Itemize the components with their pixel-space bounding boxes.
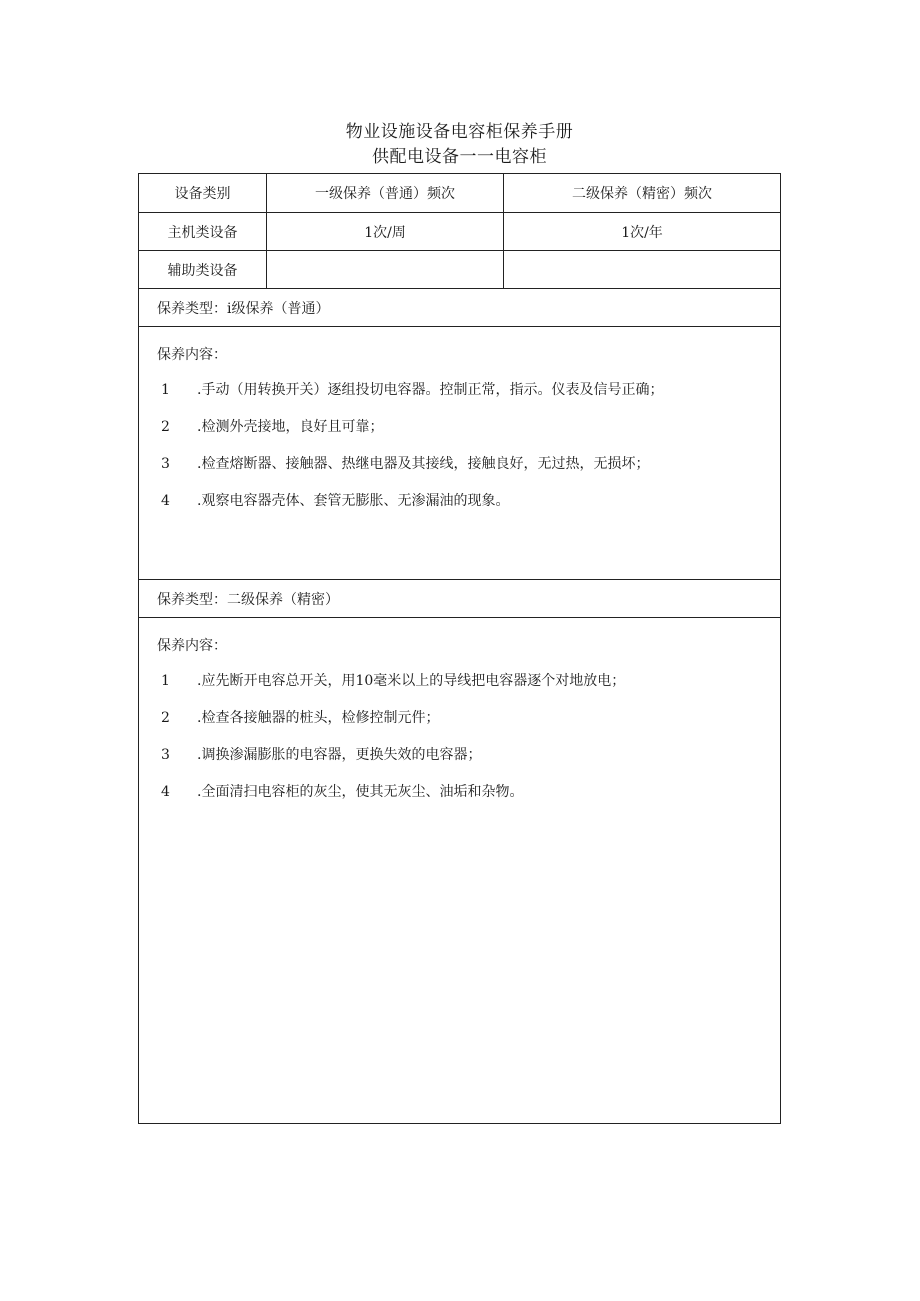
item-number: 2: [161, 419, 170, 435]
document-subtitle: 供配电设备一一电容柜: [372, 147, 547, 167]
list-item: [157, 491, 663, 511]
section1-type-row: [139, 289, 780, 327]
header-equipment-category: 设备类别: [174, 186, 231, 202]
item-text: .全面清扫电容柜的灰尘，使其无灰尘、油垢和杂物。: [197, 784, 524, 800]
section2-type-label: 保养类型：二级保养（精密）: [157, 591, 339, 608]
header-level2-frequency: 二级保养（精密）频次: [503, 174, 780, 212]
list-item: [157, 708, 625, 728]
item-number: 2: [161, 710, 170, 726]
row-main-level2: 1次/年: [503, 213, 780, 250]
document-title-block: [138, 120, 781, 170]
table-header-row: [139, 174, 780, 213]
item-number: 3: [161, 747, 170, 763]
item-number: 4: [161, 784, 170, 800]
maintenance-table: [138, 173, 781, 1124]
section2-content: [139, 618, 643, 1123]
row-category-auxiliary: 辅助类设备: [167, 262, 238, 279]
section2-content-row: [139, 618, 780, 1123]
header-level1-frequency: 一级保养（普通）频次: [266, 174, 503, 212]
list-item: [157, 671, 625, 691]
section1-content-label: 保养内容：: [157, 347, 227, 363]
item-text: .检查熔断器、接触器、热继电器及其接线，接触良好，无过热，无损坏；: [197, 456, 650, 472]
item-text: .应先断开电容总开关，用10毫米以上的导线把电容器逐个对地放电；: [197, 673, 626, 689]
item-text: .调换渗漏膨胀的电容器，更换失效的电容器；: [197, 747, 482, 763]
row-category-main: 主机类设备: [167, 224, 238, 241]
item-text: .检查各接触器的桩头，检修控制元件；: [197, 710, 440, 726]
table-row: [139, 213, 780, 251]
item-number: 1: [161, 673, 170, 689]
row-auxiliary-level1: [266, 251, 503, 288]
table-row: [139, 251, 780, 289]
section1-content: [139, 327, 681, 579]
item-number: 1: [161, 382, 170, 398]
section1-content-row: [139, 327, 780, 580]
section1-type-label: 保养类型：i级保养（普通）: [157, 300, 330, 317]
list-item: [157, 380, 663, 400]
document-title: 物业设施设备电容柜保养手册: [345, 122, 574, 142]
item-text: .观察电容器壳体、套管无膨胀、无渗漏油的现象。: [197, 493, 510, 509]
list-item: [157, 782, 625, 802]
section2-content-label: 保养内容：: [157, 638, 227, 654]
item-number: 3: [161, 456, 170, 472]
row-main-level1: 1次/周: [266, 213, 503, 250]
item-text: .检测外壳接地，良好且可靠；: [197, 419, 384, 435]
row-auxiliary-level2: [503, 251, 780, 288]
list-item: [157, 745, 625, 765]
section2-type-row: [139, 580, 780, 618]
list-item: [157, 417, 663, 437]
item-text: .手动（用转换开关）逐组投切电容器。控制正常，指示。仪表及信号正确；: [197, 382, 664, 398]
item-number: 4: [161, 493, 170, 509]
list-item: [157, 454, 663, 474]
